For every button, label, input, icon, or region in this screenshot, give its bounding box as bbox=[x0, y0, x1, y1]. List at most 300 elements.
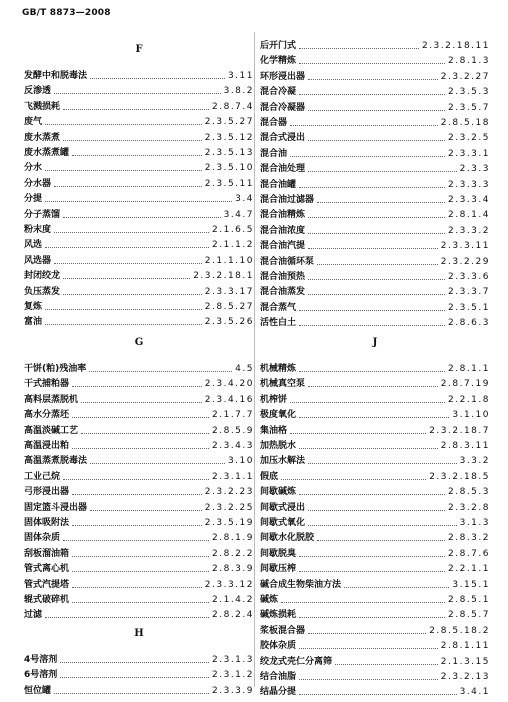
index-number: 2.8.1.1 bbox=[448, 364, 490, 374]
index-number: 2.8.1.4 bbox=[448, 210, 490, 221]
index-term: 假底 bbox=[260, 471, 279, 482]
leader-dots bbox=[63, 278, 190, 279]
index-term: 固体吸附法 bbox=[24, 518, 70, 528]
index-number: 3.1.10 bbox=[452, 410, 490, 421]
index-entry bbox=[260, 667, 490, 682]
index-entry bbox=[260, 98, 490, 113]
index-entry bbox=[24, 436, 254, 451]
index-term: 机榨饼 bbox=[260, 394, 288, 405]
leader-dots bbox=[72, 494, 202, 495]
index-number: 2.3.1.3 bbox=[212, 655, 254, 665]
index-number: 3.15.1 bbox=[452, 579, 490, 590]
leader-dots bbox=[54, 93, 221, 94]
leader-dots bbox=[72, 525, 202, 526]
index-number: 2.1.7.7 bbox=[212, 410, 254, 421]
index-entry bbox=[260, 144, 490, 159]
index-entry bbox=[260, 436, 490, 451]
index-number: 2.1.6.5 bbox=[212, 225, 254, 235]
index-term: 固定篮斗浸出器 bbox=[24, 502, 88, 513]
index-number: 3.3.2 bbox=[459, 456, 490, 467]
leader-dots bbox=[335, 664, 438, 665]
index-number: 2.3.2.18.1 bbox=[193, 271, 254, 282]
index-entry bbox=[260, 621, 490, 636]
index-number: 2.8.7.4 bbox=[212, 101, 254, 112]
index-entry bbox=[260, 467, 490, 482]
index-term: 干饼(粕)残油率 bbox=[24, 364, 87, 374]
section-letter: F bbox=[135, 44, 143, 55]
index-term: 极度氧化 bbox=[260, 410, 297, 421]
index-entry bbox=[260, 313, 490, 328]
index-term: 混合油蒸发 bbox=[260, 287, 306, 298]
index-term: 混合油过滤器 bbox=[260, 195, 315, 205]
index-entry bbox=[260, 221, 490, 236]
leader-dots bbox=[54, 693, 209, 694]
leader-dots bbox=[308, 510, 445, 511]
leader-dots bbox=[308, 248, 438, 249]
index-term: 结晶分提 bbox=[260, 687, 297, 698]
index-term: 混合油 bbox=[260, 148, 288, 159]
index-number: 2.8.1.11 bbox=[440, 641, 490, 652]
index-entry bbox=[260, 575, 490, 590]
index-entry bbox=[24, 158, 254, 173]
index-term: 风选 bbox=[24, 240, 43, 251]
index-term: 4号溶剂 bbox=[24, 655, 58, 665]
index-entry bbox=[260, 636, 490, 651]
index-entry bbox=[24, 528, 254, 543]
section-letter: J bbox=[372, 337, 378, 348]
leader-dots bbox=[281, 602, 445, 603]
leader-dots bbox=[290, 156, 445, 157]
index-entry bbox=[24, 467, 254, 482]
index-entry bbox=[260, 652, 490, 667]
index-term: 混合冷凝器 bbox=[260, 102, 306, 113]
index-term: 高温浸出粕 bbox=[24, 441, 70, 451]
leader-dots bbox=[45, 170, 202, 171]
index-entry bbox=[260, 298, 490, 313]
index-term: 固体杂质 bbox=[24, 533, 61, 544]
index-term: 废气 bbox=[24, 117, 43, 128]
index-entry bbox=[24, 266, 254, 281]
index-number: 2.3.3.2 bbox=[448, 225, 490, 236]
index-term: 胶体杂质 bbox=[260, 641, 297, 652]
index-number: 2.3.4.16 bbox=[204, 394, 254, 405]
leader-dots bbox=[299, 679, 438, 680]
index-entry bbox=[24, 650, 254, 665]
leader-dots bbox=[281, 479, 426, 480]
index-number: 2.3.2.13 bbox=[440, 672, 490, 682]
index-number: 2.3.3.6 bbox=[448, 272, 490, 282]
leader-dots bbox=[90, 510, 202, 511]
index-entry bbox=[24, 665, 254, 680]
leader-dots bbox=[299, 694, 457, 695]
index-entry bbox=[260, 482, 490, 497]
index-entry bbox=[260, 128, 490, 143]
leader-dots bbox=[308, 463, 457, 464]
index-number: 2.3.5.3 bbox=[448, 87, 490, 98]
leader-dots bbox=[308, 233, 445, 234]
index-entry bbox=[24, 544, 254, 559]
index-entry bbox=[260, 113, 490, 128]
index-entry bbox=[24, 451, 254, 466]
index-number: 2.3.3.3 bbox=[448, 179, 490, 190]
index-entry bbox=[260, 36, 490, 51]
index-term: 分提 bbox=[24, 194, 43, 205]
leader-dots bbox=[90, 78, 225, 79]
index-number: 2.8.6.3 bbox=[448, 318, 490, 329]
index-number: 3.4.1 bbox=[459, 687, 490, 698]
leader-dots bbox=[308, 217, 445, 218]
index-entry bbox=[260, 544, 490, 559]
index-term: 富油 bbox=[24, 317, 43, 328]
index-entry bbox=[24, 559, 254, 574]
index-number: 2.8.5.9 bbox=[212, 425, 254, 436]
index-term: 恒位罐 bbox=[24, 685, 52, 696]
index-term: 高水分蒸坯 bbox=[24, 410, 70, 421]
leader-dots bbox=[72, 602, 209, 603]
index-number: 2.8.5.18 bbox=[440, 118, 490, 128]
index-entry bbox=[24, 112, 254, 127]
leader-dots bbox=[63, 217, 221, 218]
index-number: 2.8.1.3 bbox=[448, 56, 490, 67]
leader-dots bbox=[63, 540, 209, 541]
index-entry bbox=[260, 236, 490, 251]
index-term: 混合油浓度 bbox=[260, 225, 306, 236]
index-entry bbox=[24, 605, 254, 620]
leader-dots bbox=[72, 556, 209, 557]
index-entry bbox=[24, 128, 254, 143]
index-term: 混合油汽提 bbox=[260, 241, 306, 252]
leader-dots bbox=[81, 433, 209, 434]
leader-dots bbox=[54, 232, 209, 233]
index-term: 混合油预热 bbox=[260, 272, 306, 282]
index-number: 2.3.1.2 bbox=[212, 670, 254, 681]
leader-dots bbox=[317, 202, 445, 203]
index-entry bbox=[260, 513, 490, 528]
index-term: 高温蒸煮脱毒法 bbox=[24, 456, 88, 467]
index-term: 混合油精炼 bbox=[260, 210, 306, 221]
index-number: 2.3.2.8 bbox=[448, 502, 490, 513]
leader-dots bbox=[308, 110, 445, 111]
leader-dots bbox=[308, 140, 445, 141]
index-number: 2.8.7.6 bbox=[448, 548, 490, 559]
index-entry bbox=[24, 66, 254, 81]
index-number: 3.10 bbox=[227, 456, 254, 467]
index-entry bbox=[260, 559, 490, 574]
leader-dots bbox=[81, 402, 202, 403]
index-number: 2.3.2.23 bbox=[204, 487, 254, 498]
leader-dots bbox=[308, 525, 457, 526]
index-entry bbox=[24, 405, 254, 420]
leader-dots bbox=[299, 556, 445, 557]
index-number: 2.3.2.27 bbox=[440, 71, 490, 82]
index-term: 机械真空泵 bbox=[260, 379, 306, 390]
index-number: 2.3.3.7 bbox=[448, 287, 490, 298]
index-entry bbox=[260, 498, 490, 513]
leader-dots bbox=[299, 617, 445, 618]
index-term: 混合蒸气 bbox=[260, 302, 297, 313]
index-entry bbox=[260, 421, 490, 436]
index-entry bbox=[260, 405, 490, 420]
leader-dots bbox=[317, 540, 445, 541]
leader-dots bbox=[299, 94, 445, 95]
index-entry bbox=[260, 267, 490, 282]
index-entry bbox=[24, 498, 254, 513]
leader-dots bbox=[299, 571, 445, 572]
index-term: 碱炼损耗 bbox=[260, 610, 297, 621]
index-number: 2.8.3.11 bbox=[440, 441, 490, 451]
index-number: 2.8.1.9 bbox=[212, 533, 254, 544]
leader-dots bbox=[299, 187, 445, 188]
index-entry bbox=[260, 605, 490, 620]
leader-dots bbox=[299, 648, 438, 649]
index-number: 2.3.2.18.11 bbox=[421, 41, 490, 51]
index-number: 2.3.2.25 bbox=[204, 502, 254, 513]
index-entry bbox=[260, 190, 490, 205]
leader-dots bbox=[45, 124, 202, 125]
index-term: 分水 bbox=[24, 163, 43, 174]
section-letter: G bbox=[134, 337, 144, 348]
index-term: 混合油循环泵 bbox=[260, 256, 315, 267]
index-number: 3.8.2 bbox=[223, 86, 254, 97]
leader-dots bbox=[63, 294, 202, 295]
index-entry bbox=[24, 374, 254, 389]
index-entry bbox=[24, 513, 254, 528]
index-term: 混合冷凝 bbox=[260, 87, 297, 98]
leader-dots bbox=[344, 587, 449, 588]
leader-dots bbox=[299, 63, 445, 64]
index-entry bbox=[24, 359, 254, 374]
index-number: 2.3.5.10 bbox=[204, 163, 254, 174]
index-term: 管式离心机 bbox=[24, 564, 70, 575]
index-term: 飞溅损耗 bbox=[24, 101, 61, 112]
leader-dots bbox=[299, 325, 445, 326]
index-term: 管式汽提塔 bbox=[24, 579, 70, 590]
index-term: 混合式浸出 bbox=[260, 133, 306, 144]
index-number: 2.1.4.2 bbox=[212, 595, 254, 605]
leader-dots bbox=[72, 386, 202, 387]
index-number: 2.2.1.1 bbox=[448, 564, 490, 575]
index-number: 2.3.3.9 bbox=[212, 685, 254, 696]
leader-dots bbox=[299, 417, 449, 418]
index-number: 2.3.5.13 bbox=[204, 148, 254, 158]
index-entry bbox=[24, 421, 254, 436]
leader-dots bbox=[54, 186, 202, 187]
index-number: 2.1.3.15 bbox=[440, 656, 490, 667]
index-entry bbox=[260, 67, 490, 82]
index-entry bbox=[24, 189, 254, 204]
index-entry bbox=[24, 143, 254, 158]
index-number: 3.4 bbox=[235, 194, 254, 205]
section-letter: H bbox=[134, 628, 144, 639]
index-entry bbox=[260, 82, 490, 97]
index-entry bbox=[260, 252, 490, 267]
index-term: 弓形浸出器 bbox=[24, 487, 70, 498]
leader-dots bbox=[72, 448, 209, 449]
index-number: 2.3.3.1 bbox=[448, 148, 490, 159]
index-term: 结合油脂 bbox=[260, 672, 297, 682]
index-term: 分水器 bbox=[24, 178, 52, 189]
leader-dots bbox=[54, 263, 202, 264]
index-term: 混合油处理 bbox=[260, 164, 306, 175]
index-entry bbox=[24, 174, 254, 189]
index-number: 2.3.4.20 bbox=[204, 379, 254, 390]
index-term: 干式捕粕器 bbox=[24, 379, 70, 390]
leader-dots bbox=[45, 617, 209, 618]
index-number: 2.1.1.10 bbox=[204, 255, 254, 266]
index-term: 反渗透 bbox=[24, 86, 52, 97]
page-header: GB/T 8873—2008 bbox=[22, 8, 111, 18]
leader-dots bbox=[72, 571, 209, 572]
index-number: 2.3.5.1 bbox=[448, 302, 490, 313]
leader-dots bbox=[89, 371, 232, 372]
index-term: 间歇压榨 bbox=[260, 564, 297, 575]
leader-dots bbox=[308, 171, 457, 172]
leader-dots bbox=[72, 155, 202, 156]
index-number: 3.11 bbox=[227, 71, 254, 81]
index-number: 4.5 bbox=[235, 364, 254, 374]
index-term: 绞龙式壳仁分离筛 bbox=[260, 656, 333, 667]
index-term: 分子蒸馏 bbox=[24, 209, 61, 220]
index-term: 碱合成生物柴油方法 bbox=[260, 579, 342, 590]
index-entry bbox=[260, 159, 490, 174]
index-term: 高料层蒸脱机 bbox=[24, 394, 79, 405]
index-number: 2.8.5.3 bbox=[448, 487, 490, 498]
index-number: 2.1.1.2 bbox=[212, 240, 254, 251]
index-term: 6号溶剂 bbox=[24, 670, 58, 681]
index-entry bbox=[24, 235, 254, 250]
index-number: 2.8.5.1 bbox=[448, 595, 490, 605]
index-entry bbox=[260, 359, 490, 374]
index-number: 2.8.3.2 bbox=[448, 533, 490, 544]
leader-dots bbox=[290, 433, 426, 434]
index-entry bbox=[24, 97, 254, 112]
index-term: 活性白土 bbox=[260, 318, 297, 329]
index-number: 3.4.7 bbox=[223, 209, 254, 220]
index-number: 2.2.1.8 bbox=[448, 394, 490, 405]
leader-dots bbox=[299, 448, 438, 449]
index-term: 封闭绞龙 bbox=[24, 271, 61, 282]
leader-dots bbox=[72, 417, 209, 418]
index-term: 间歇脱臭 bbox=[260, 548, 297, 559]
index-term: 过滤 bbox=[24, 610, 43, 621]
index-entry bbox=[24, 482, 254, 497]
index-number: 2.3.4.3 bbox=[212, 441, 254, 451]
index-number: 2.3.2.18.5 bbox=[429, 471, 490, 482]
column-divider bbox=[254, 32, 255, 687]
index-number: 2.8.2.2 bbox=[212, 548, 254, 559]
leader-dots bbox=[63, 479, 209, 480]
index-number: 2.3.5.19 bbox=[204, 518, 254, 528]
index-entry bbox=[260, 590, 490, 605]
index-entry bbox=[260, 451, 490, 466]
index-term: 加热脱水 bbox=[260, 441, 297, 451]
index-entry bbox=[260, 374, 490, 389]
index-term: 间歇式氧化 bbox=[260, 518, 306, 528]
leader-dots bbox=[299, 494, 445, 495]
index-entry bbox=[260, 175, 490, 190]
index-entry bbox=[260, 51, 490, 66]
index-number: 2.3.3.12 bbox=[204, 579, 254, 590]
index-entry bbox=[24, 575, 254, 590]
leader-dots bbox=[290, 402, 445, 403]
index-term: 机械精炼 bbox=[260, 364, 297, 374]
leader-dots bbox=[299, 310, 445, 311]
index-entry bbox=[260, 682, 490, 697]
leader-dots bbox=[72, 587, 202, 588]
index-entry bbox=[24, 390, 254, 405]
index-term: 间歇碱炼 bbox=[260, 487, 297, 498]
leader-dots bbox=[299, 371, 445, 372]
index-term: 复炼 bbox=[24, 302, 43, 312]
index-number: 2.3.5.26 bbox=[204, 317, 254, 328]
leader-dots bbox=[308, 633, 426, 634]
index-number: 2.8.5.18.2 bbox=[429, 625, 490, 636]
index-number: 2.3.1.1 bbox=[212, 471, 254, 482]
leader-dots bbox=[317, 264, 438, 265]
index-entry bbox=[24, 590, 254, 605]
index-term: 后开门式 bbox=[260, 41, 297, 51]
index-entry bbox=[24, 312, 254, 327]
index-entry bbox=[260, 282, 490, 297]
index-number: 3.1.3 bbox=[459, 518, 490, 528]
leader-dots bbox=[290, 125, 438, 126]
leader-dots bbox=[63, 140, 202, 141]
index-term: 浆板混合器 bbox=[260, 625, 306, 636]
index-number: 2.8.7.19 bbox=[440, 379, 490, 390]
leader-dots bbox=[60, 662, 209, 663]
index-entry bbox=[24, 81, 254, 96]
index-number: 2.8.5.27 bbox=[204, 302, 254, 312]
leader-dots bbox=[45, 247, 209, 248]
index-number: 2.3.3 bbox=[459, 164, 490, 175]
index-number: 2.3.3.4 bbox=[448, 195, 490, 205]
index-number: 2.8.3.9 bbox=[212, 564, 254, 575]
index-entry bbox=[24, 251, 254, 266]
leader-dots bbox=[308, 279, 445, 280]
index-number: 2.3.2.18.7 bbox=[429, 425, 490, 436]
index-number: 2.8.5.7 bbox=[448, 610, 490, 621]
leader-dots bbox=[45, 309, 202, 310]
index-entry bbox=[24, 220, 254, 235]
index-term: 环形浸出器 bbox=[260, 71, 306, 82]
index-entry bbox=[24, 205, 254, 220]
index-number: 2.3.5.11 bbox=[204, 178, 254, 189]
index-term: 废水蒸煮罐 bbox=[24, 148, 70, 158]
index-term: 间歇式浸出 bbox=[260, 502, 306, 513]
index-term: 高温淡碱工艺 bbox=[24, 425, 79, 436]
leader-dots bbox=[308, 386, 438, 387]
leader-dots bbox=[63, 109, 209, 110]
leader-dots bbox=[308, 294, 445, 295]
index-term: 发酵中和脱毒法 bbox=[24, 71, 88, 81]
index-term: 混合油罐 bbox=[260, 179, 297, 190]
index-term: 废水蒸煮 bbox=[24, 132, 61, 143]
index-term: 集油格 bbox=[260, 425, 288, 436]
leader-dots bbox=[90, 463, 225, 464]
index-term: 粉末度 bbox=[24, 225, 52, 235]
index-term: 加压水解法 bbox=[260, 456, 306, 467]
index-entry bbox=[260, 390, 490, 405]
leader-dots bbox=[299, 48, 419, 49]
leader-dots bbox=[45, 324, 202, 325]
index-term: 辊式破碎机 bbox=[24, 595, 70, 605]
index-term: 混合器 bbox=[260, 118, 288, 128]
leader-dots bbox=[45, 201, 232, 202]
index-number: 2.8.2.4 bbox=[212, 610, 254, 621]
index-number: 2.3.5.27 bbox=[204, 117, 254, 128]
index-number: 2.3.5.7 bbox=[448, 102, 490, 113]
index-term: 碱炼 bbox=[260, 595, 279, 605]
